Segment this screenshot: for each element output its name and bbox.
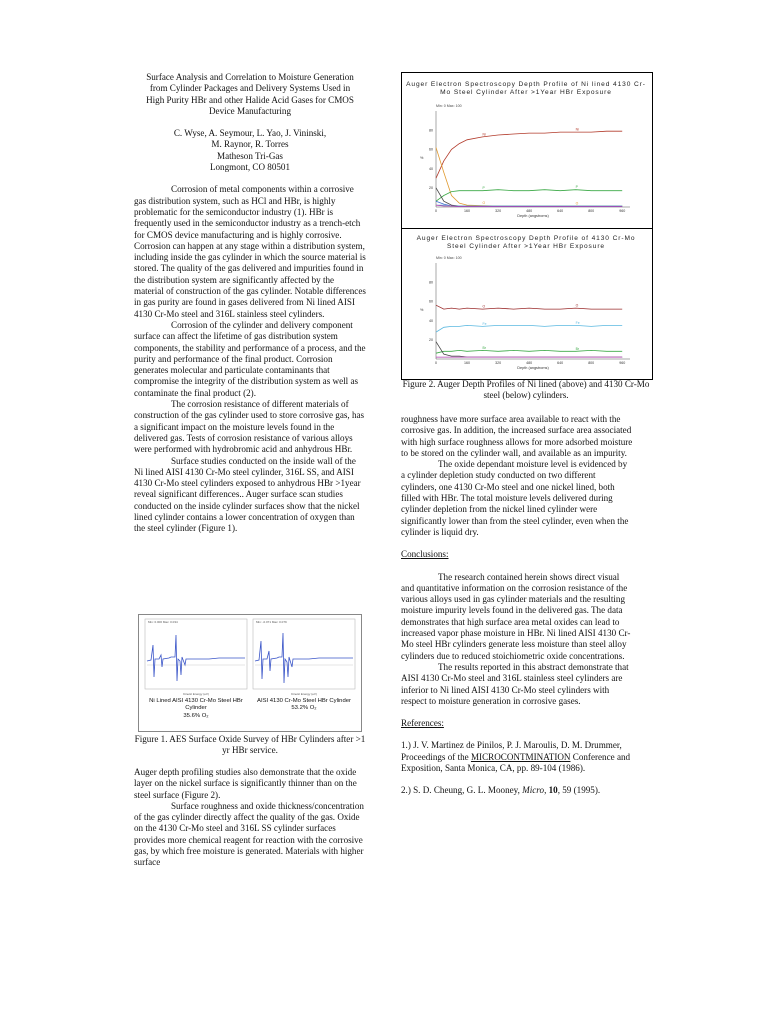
x-tick-label: 160 xyxy=(464,209,471,213)
x-tick-label: 320 xyxy=(495,209,502,213)
figure-2-caption: Figure 2. Auger Depth Profiles of Ni lined (above) and 4130 Cr-Mo steel (below) cylinders. xyxy=(402,379,650,401)
series-line-p xyxy=(436,190,622,202)
spectrum-steel xyxy=(255,633,353,683)
series-label-br: Br xyxy=(482,345,486,350)
paper-title: Surface Analysis and Correlation to Moisture Generation from Cylinder Packages and Delivery Systems Used in High Purity HBr and other Halide Acid Gases for CMOS Device Manufacturing xyxy=(146,72,354,116)
y-tick-label: 60 xyxy=(429,299,433,304)
left-column xyxy=(134,72,366,535)
svg-text:Kinetic Energy (eV): Kinetic Energy (eV) xyxy=(183,692,209,696)
series-label-p: P xyxy=(575,185,578,190)
x-tick-label: 640 xyxy=(557,209,564,213)
depletion-paragraph: The oxide dependant moisture level is evidenced by a cylinder depletion study conducted on two different cylinders, one 4130 Cr-Mo steel and one nickel lined, both filled with HBr. The total moisture levels delivered during cylinder depletion from the nickel lined cylinder were significantly lower than from the steel cylinder, even when the cylinder is liquid dry. xyxy=(401,459,629,537)
spectrum-ni-lined xyxy=(147,635,245,681)
chart-1-title: Auger Electron Spectroscopy Depth Profile of Ni lined 4130 Cr-Mo Steel Cylinder After >1Year HBr Exposure xyxy=(406,81,646,97)
x-tick-label: 640 xyxy=(557,361,564,365)
left-column-lower xyxy=(134,767,366,869)
chart-2-title: Auger Electron Spectroscopy Depth Profile of 4130 Cr-Mo Steel Cylinder After >1Year HBr Exposure xyxy=(416,235,636,251)
chart-1-range-label: Min: 0 Max: 100 xyxy=(436,104,462,108)
author-block: C. Wyse, A. Seymour, L. Yao, J. Vininski, M. Raynor, R. Torres Matheson Tri-Gas Longmont, CO 80501 xyxy=(173,128,327,173)
x-tick-label: 800 xyxy=(588,361,595,365)
figure-1 xyxy=(138,614,362,732)
roughness-paragraph: Surface roughness and oxide thickness/concentration of the gas cylinder directly affect the quality of the gas. Oxide on the 4130 Cr-Mo steel and 316L SS cylinder surfaces provides more chemical reagent for reaction with the corrosive gas, by which free moisture is generated. Materials with higher surface xyxy=(134,800,364,868)
x-tick-label: 960 xyxy=(619,209,626,213)
chart-1-plot xyxy=(402,101,652,227)
series-line-br xyxy=(436,350,622,353)
conclusions-paragraph-1: The research contained herein shows direct visual and quantitative information on the corrosion resistance of the various alloys used in gas cylinder materials and the resulting moisture impurity levels found in the delivered gas. The data demonstrates that high surface area metal oxides can lead to increased vapor phase moisture in HBr. Ni lined AISI 4130 Cr-Mo steel HBr cylinders generate less moisture than steel alloy cylinders due to reduced stoichiometric oxide concentrations. xyxy=(401,571,631,661)
figure-1-caption: Figure 1. AES Surface Oxide Survey of HBr Cylinders after >1 yr HBr service. xyxy=(134,734,366,756)
y-tick-label: 40 xyxy=(429,318,433,323)
chart-2-ylabel: % xyxy=(420,308,424,312)
chart-2-plot xyxy=(402,253,652,377)
series-line-c xyxy=(436,342,622,357)
figure-1-panel-2-label: AISI 4130 Cr-Mo Steel HBr Cylinder 53.2% O₂ xyxy=(257,698,351,712)
depth-profile-paragraph: Auger depth profiling studies also demonstrate that the oxide layer on the nickel surface is significantly thinner than on the steel surface (Figure 2). xyxy=(134,767,357,800)
y-tick-label: 80 xyxy=(429,128,433,133)
series-label-br: Br xyxy=(575,346,580,351)
series-line-fe xyxy=(436,325,622,332)
y-tick-label: 40 xyxy=(429,166,433,171)
chart-2-xlabel: Depth (angstroms) xyxy=(517,366,549,370)
x-tick-label: 0 xyxy=(435,361,437,365)
series-label-o: O xyxy=(575,303,579,308)
series-label-fe: Fe xyxy=(575,320,580,325)
chart-2-range-label: Min: 0 Max: 100 xyxy=(436,256,462,260)
x-tick-label: 800 xyxy=(588,209,595,213)
series-label-o: O xyxy=(575,201,579,206)
conclusions-heading: Conclusions: xyxy=(401,549,449,560)
conclusions-paragraph-2: The results reported in this abstract demonstrate that AISI 4130 Cr-Mo steel and 316L stainless steel cylinders are inferior to Ni lined AISI 4130 Cr-Mo steel cylinders with respect to moisture generation in corrosive gases. xyxy=(401,661,629,706)
intro-paragraph-4: Surface studies conducted on the inside wall of the Ni lined AISI 4130 Cr-Mo steel cylinder, 316L SS, and AISI 4130 Cr-Mo steel cylinders exposed to anhydrous HBr >1year reveal significant differences.. Auger surface scan studies conducted on the inside cylinder surfaces show that the nickel lined cylinder contains a lower concentration of oxygen than the steel cylinder (Figure 1). xyxy=(134,455,361,534)
x-tick-label: 480 xyxy=(526,361,533,365)
x-tick-label: 160 xyxy=(464,361,471,365)
references-heading: References: xyxy=(401,718,444,729)
series-line-fe xyxy=(436,205,622,206)
reference-1: 1.) J. V. Martinez de Pinilos, P. J. Maroulis, D. M. Drummer, Proceedings of the MICROCONTMINATION Conference and Exposition, Santa Monica, CA, pp. 89-104 (1986). xyxy=(401,740,631,774)
x-tick-label: 0 xyxy=(435,209,437,213)
series-label-fe: Fe xyxy=(482,321,487,326)
series-label-o: O xyxy=(482,201,486,206)
figure-2 xyxy=(401,72,653,380)
intro-paragraph-2: Corrosion of the cylinder and delivery component surface can affect the lifetime of gas distribution system components, the stability and performance of a process, and the purity and performance of the final product. Corrosion generates molecular and particulate contaminants that compromise the integrity of the distribution system as well as contaminate the final product (2). xyxy=(134,319,366,398)
y-tick-label: 20 xyxy=(429,338,433,342)
series-line-o xyxy=(436,305,622,309)
roughness-continued-paragraph: roughness have more surface area available to react with the corrosive gas. In addition, the increased surface area associated with high surface roughness allows for more adsorbed moisture to be stored on the cylinder wall, and available as an impurity. xyxy=(401,414,633,458)
series-label-p: P xyxy=(482,186,485,191)
intro-paragraph-3: The corrosion resistance of different materials of construction of the gas cylinder used to store corrosive gas, has a significant impact on the moisture levels found in the delivered gas. Tests of corrosion resistance of various alloys were performed with hydrobromic acid and anhydrous HBr. xyxy=(134,399,365,455)
series-label-ni: Ni xyxy=(575,127,579,132)
figure-1-panel-1-label: Ni Lined AISI 4130 Cr-Mo Steel HBr Cylinder 35.6% O₂ xyxy=(149,698,243,719)
intro-paragraph-1: Corrosion of metal components within a corrosive gas distribution system, such as HCl and HBr, is highly problematic for the semiconductor industry (1). HBr is frequently used in the semiconductor industry as a trench-etch for CMOS device manufacturing and is highly corrosive. Corrosion can happen at any stage within a distribution system, including inside the gas cylinder in which the source material is stored. The quality of the gas delivered and impurities found in the distribution system are significantly affected by the material of construction of the gas cylinder. Notable differences in gas purity are found in gases delivered from Ni lined AISI 4130 Cr-Mo steel and 316L stainless steel cylinders. xyxy=(134,184,366,319)
series-line-o xyxy=(436,148,622,207)
x-tick-label: 320 xyxy=(495,361,502,365)
series-label-ni: Ni xyxy=(482,132,486,137)
y-tick-label: 80 xyxy=(429,280,433,285)
chart-1-ylabel: % xyxy=(420,156,424,160)
x-tick-label: 480 xyxy=(526,209,533,213)
svg-text:Min: -0.071 Max: 0.079: Min: -0.071 Max: 0.079 xyxy=(256,620,287,624)
chart-1-xlabel: Depth (angstroms) xyxy=(517,214,549,218)
y-tick-label: 20 xyxy=(429,186,433,190)
right-column xyxy=(401,414,633,797)
svg-text:Min: 0.000 Max: 0.034: Min: 0.000 Max: 0.034 xyxy=(148,620,178,624)
series-line-ni xyxy=(436,131,622,178)
series-label-o: O xyxy=(482,304,486,309)
x-tick-label: 960 xyxy=(619,361,626,365)
svg-text:Kinetic Energy (eV): Kinetic Energy (eV) xyxy=(291,692,317,696)
reference-2: 2.) S. D. Cheung, G. L. Mooney, Micro, 10, 59 (1995). xyxy=(401,785,601,796)
y-tick-label: 60 xyxy=(429,147,433,152)
